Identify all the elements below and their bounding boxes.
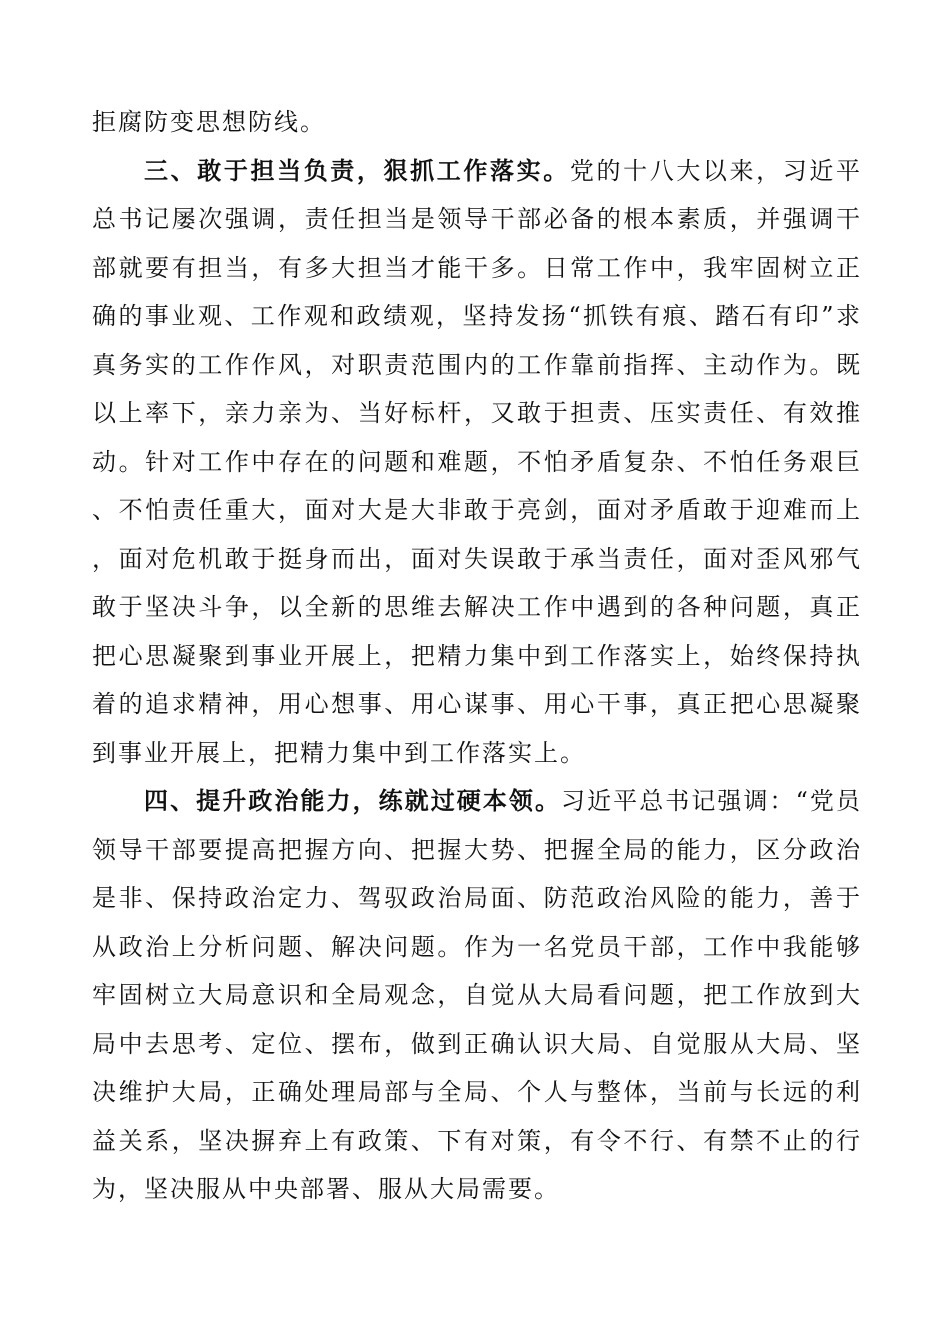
section-three-text: 党的十八大以来，习近平总书记屡次强调，责任担当是领导干部必备的根本素质，并强调干部就要有担当，有多大担当才能干多。日常工作中，我牢固树立正确的事业观、工作观和政绩观，坚持发扬“抓铁有痕、踏石有印”求真务实的工作作风，对职责范围内的工作靠前指挥、主动作为。既以上率下，亲力亲为、当好标杆，又敢于担责、压实责任、有效推动。针对工作中存在的问题和难题，不怕矛盾复杂、不怕任务艰巨、不怕责任重大，面对大是大非敢于亮剑，面对矛盾敢于迎难而上，面对危机敢于挺身而出，面对失误敢于承当责任，面对歪风邪气敢于坚决斗争，以全新的思维去解决工作中遇到的各种问题，真正把心思凝聚到事业开展上，把精力集中到工作落实上，始终保持执着的追求精神，用心想事、用心谋事、用心干事，真正把心思凝聚到事业开展上，把精力集中到工作落实上。 bbox=[92, 156, 863, 767]
section-four-heading: 四、提升政治能力，练就过硬本领。 bbox=[144, 786, 562, 815]
paragraph-text: 拒腐防变思想防线。 bbox=[92, 108, 326, 136]
paragraph-continuation bbox=[92, 98, 862, 147]
document-body bbox=[92, 98, 862, 1214]
section-four-text: 习近平总书记强调：“党员领导干部要提高把握方向、把握大势、把握全局的能力，区分政治是非、保持政治定力、驾驭政治局面、防范政治风险的能力，善于从政治上分析问题、解决问题。作为一名党员干部，工作中我能够牢固树立大局意识和全局观念，自觉从大局看问题，把工作放到大局中去思考、定位、摆布，做到正确认识大局、自觉服从大局、坚决维护大局，正确处理局部与全局、个人与整体，当前与长远的利益关系，坚决摒弃上有政策、下有对策，有令不行、有禁不止的行为，坚决服从中央部署、服从大局需要。 bbox=[92, 787, 863, 1203]
section-three-heading: 三、敢于担当负责，狠抓工作落实。 bbox=[144, 155, 570, 185]
paragraph-section-four bbox=[92, 777, 862, 1214]
paragraph-section-three bbox=[92, 147, 862, 778]
